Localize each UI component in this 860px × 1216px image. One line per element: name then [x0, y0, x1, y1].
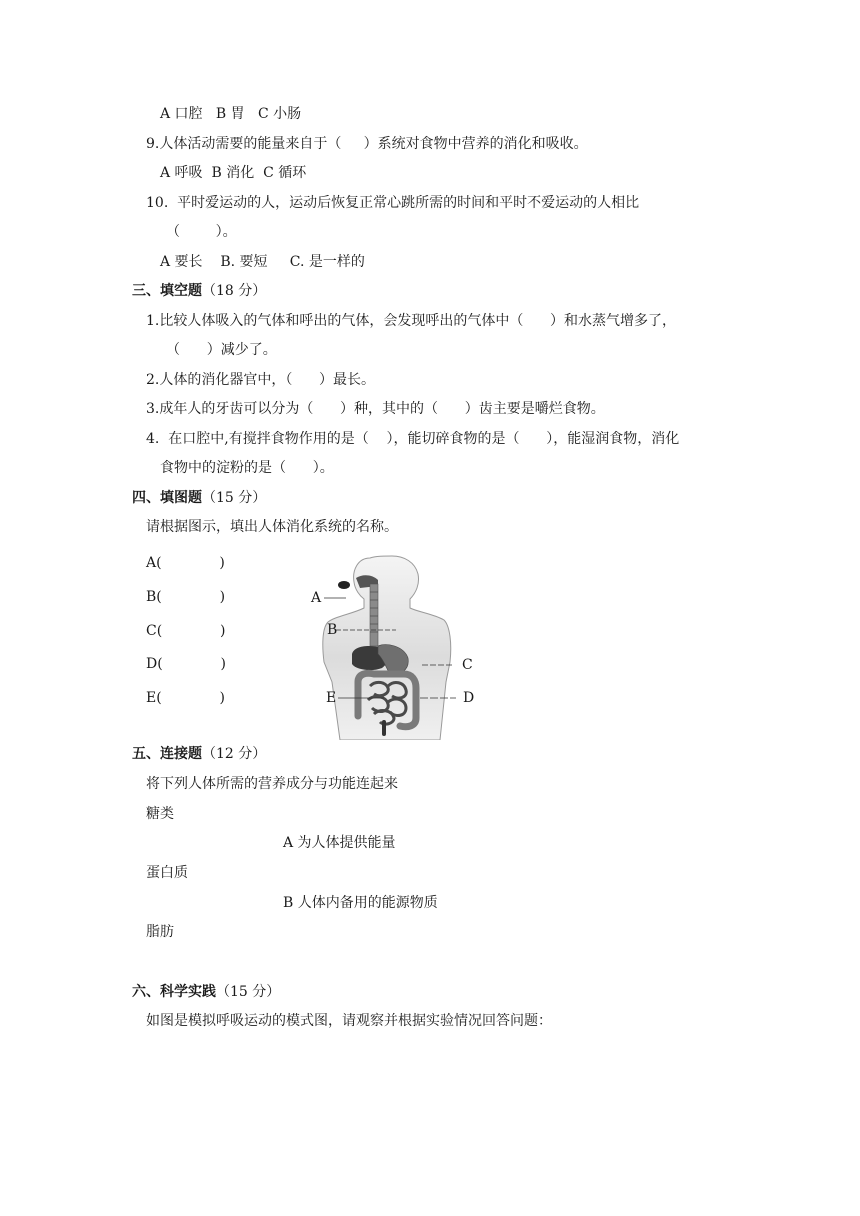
s3-q1-line2: （ ）减少了。 — [166, 342, 277, 358]
q9-options: A 呼吸 B 消化 C 循环 — [160, 165, 307, 181]
section6-points: （15 分） — [216, 984, 281, 1000]
section5-heading — [132, 744, 266, 764]
section5-title: 五、连接题 — [132, 746, 202, 762]
figure-label-a: A — [311, 590, 322, 606]
section3-points: （18 分） — [202, 283, 267, 299]
digestive-system-figure — [300, 550, 480, 740]
s4-answer-b: B( ) — [146, 589, 226, 605]
q10-stem-line2: （ ）。 — [166, 224, 237, 240]
section4-heading — [132, 488, 266, 508]
s4-answer-c: C( ) — [146, 623, 226, 639]
q10-options: A 要长 B. 要短 C. 是一样的 — [160, 254, 365, 270]
esophagus — [370, 584, 378, 646]
section3-title: 三、填空题 — [132, 283, 202, 299]
s4-answer-d: D( ) — [146, 656, 227, 672]
mouth-mark — [338, 581, 350, 589]
figure-label-c: C — [462, 657, 473, 673]
s3-q1-line1: 1.比较人体吸入的气体和呼出的气体，会发现呼出的气体中（ ）和水蒸气增多了， — [146, 313, 677, 329]
s4-instruction: 请根据图示，填出人体消化系统的名称。 — [146, 519, 398, 535]
s5-instruction: 将下列人体所需的营养成分与功能连起来 — [146, 776, 398, 792]
s3-q4-line2: 食物中的淀粉的是（ ）。 — [160, 460, 334, 476]
section4-title: 四、填图题 — [132, 490, 202, 506]
s3-q2: 2.人体的消化器官中，（ ）最长。 — [146, 372, 376, 388]
s5-right-item-a: A 为人体提供能量 — [283, 835, 396, 851]
figure-label-e: E — [326, 690, 337, 706]
s4-answer-a: A( ) — [146, 555, 225, 571]
s3-q4-line1: 4. 在口腔中,有搅拌食物作用的是（ ），能切碎食物的是（ ），能湿润食物，消化 — [146, 431, 680, 447]
figure-label-d: D — [463, 690, 475, 706]
s4-answer-e: E( ) — [146, 690, 225, 706]
section5-points: （12 分） — [202, 746, 267, 762]
s5-left-item-protein: 蛋白质 — [146, 865, 188, 881]
s6-instruction: 如图是模拟呼吸运动的模式图，请观察并根据实验情况回答问题： — [146, 1013, 552, 1029]
q9-stem: 9.人体活动需要的能量来自于（ ）系统对食物中营养的消化和吸收。 — [146, 136, 588, 152]
q8-options: A 口腔 B 胃 C 小肠 — [160, 106, 302, 122]
s5-left-item-sugar: 糖类 — [146, 806, 174, 822]
q10-stem-line1: 10. 平时爱运动的人，运动后恢复正常心跳所需的时间和平时不爱运动的人相比 — [146, 195, 640, 211]
figure-label-b: B — [327, 622, 338, 638]
section6-title: 六、科学实践 — [132, 984, 216, 1000]
s3-q3: 3.成年人的牙齿可以分为（ ）种，其中的（ ）齿主要是嚼烂食物。 — [146, 401, 605, 417]
s5-right-item-b: B 人体内备用的能源物质 — [283, 895, 438, 911]
section3-heading — [132, 281, 266, 301]
section6-heading — [132, 982, 280, 1002]
s5-left-item-fat: 脂肪 — [146, 924, 174, 940]
section4-points: （15 分） — [202, 490, 267, 506]
